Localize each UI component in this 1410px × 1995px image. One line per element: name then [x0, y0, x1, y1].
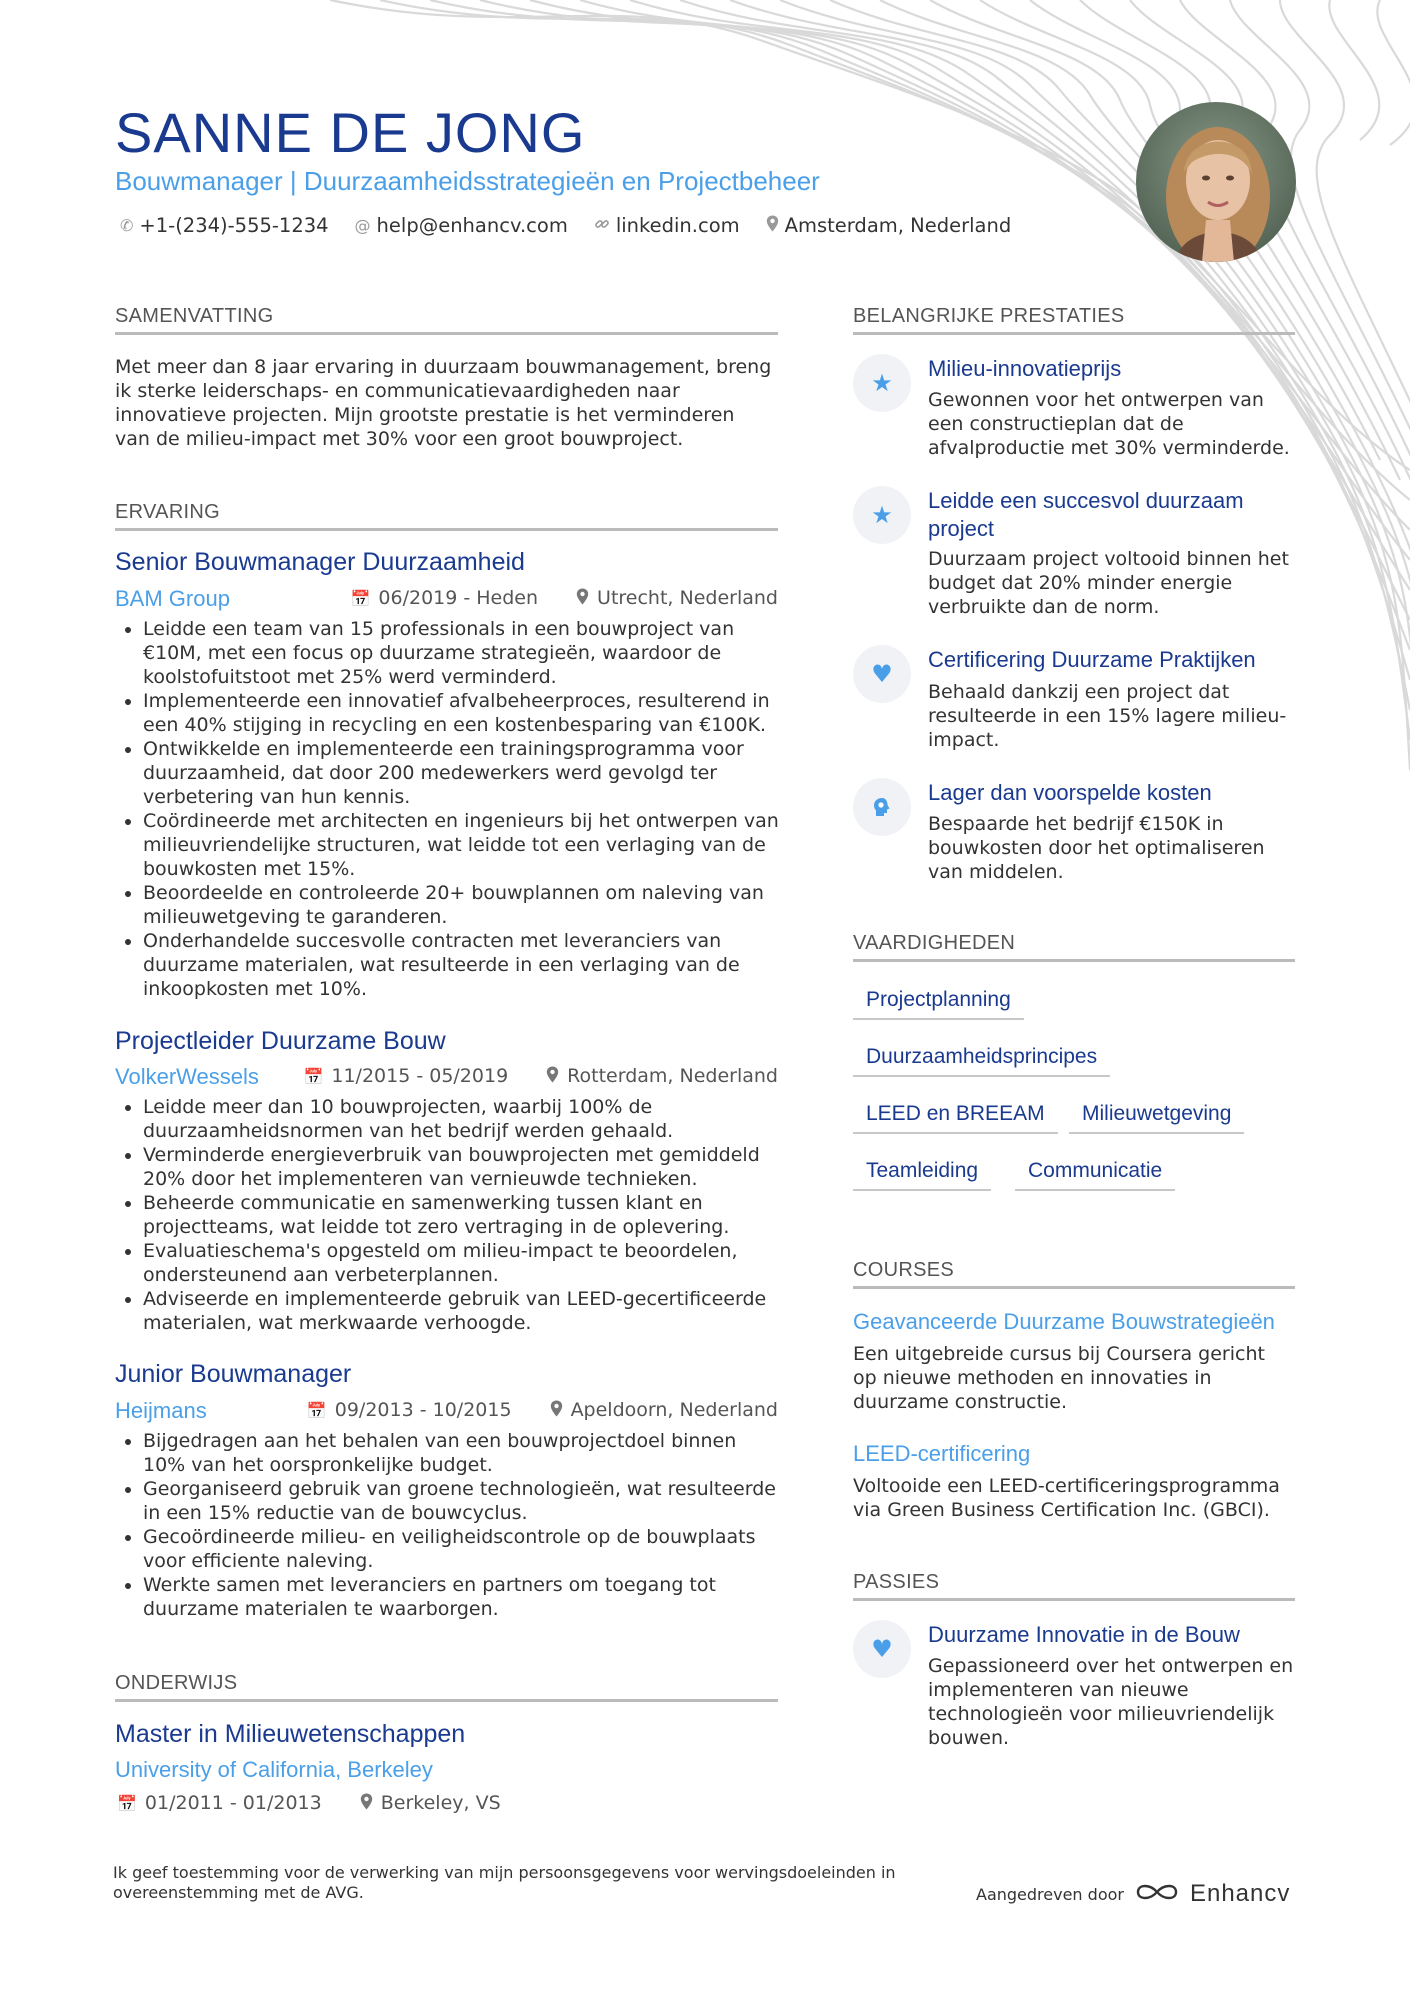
course-title: Geavanceerde Duurzame Bouwstrategieën — [853, 1309, 1275, 1334]
job-meta — [303, 1065, 778, 1087]
list-item: • Beheerde communicatie en samenwerking tussen klant en projectteams, wat leidde tot zero vertraging in de oplevering. — [143, 1191, 783, 1239]
course-desc: Een uitgebreide cursus bij Coursera gericht op nieuwe methoden en innovaties in duurzame constructie. — [853, 1343, 1265, 1413]
job-company: Heijmans — [115, 1398, 207, 1423]
education-meta — [117, 1792, 501, 1814]
heart-icon: ♥ — [853, 645, 911, 703]
calendar-icon: 📅 — [303, 1066, 324, 1086]
list-item: • Gecoördineerde milieu- en veiligheidscontrole op de bouwplaats voor efficiente naleving. — [143, 1525, 783, 1573]
education-school: University of California, Berkeley — [115, 1757, 433, 1782]
at-icon: @ — [354, 216, 371, 235]
section-title-education: ONDERWIJS — [115, 1672, 778, 1702]
list-item: • Bijgedragen aan het behalen van een bouwprojectdoel binnen 10% van het oorspronkelijke budget. — [143, 1429, 783, 1477]
calendar-icon: 📅 — [306, 1400, 327, 1420]
job-title: Junior Bouwmanager — [115, 1360, 352, 1388]
achievement-desc: Bespaarde het bedrijf €150K in bouwkosten door het optimaliseren van middelen. — [928, 813, 1265, 883]
section-title-summary: SAMENVATTING — [115, 305, 778, 335]
job-title: Projectleider Duurzame Bouw — [115, 1027, 446, 1055]
list-item: • Leidde een team van 15 professionals in een bouwproject van €10M, met een focus op duurzame strategieën, waardoor de koolstofuitstoot met 25% werd verminderd. — [143, 617, 783, 689]
powered-by-label: Aangedreven door — [976, 1884, 1124, 1904]
heart-icon: ♥ — [853, 1620, 911, 1678]
achievement-title: Milieu-innovatieprijs — [928, 356, 1122, 381]
job-location: Apeldoorn, Nederland — [570, 1399, 778, 1421]
contact-email[interactable] — [355, 214, 568, 237]
course-title: LEED-certificering — [853, 1441, 1031, 1466]
list-item: • Coördineerde met architecten en ingenieurs bij het ontwerpen van milieuvriendelijke structuren, wat leidde tot een verlaging van de bouwkosten met 15%. — [143, 809, 783, 881]
skill-tag: Teamleiding — [853, 1159, 991, 1191]
powered-by[interactable] — [976, 1880, 1290, 1908]
job-bullets — [115, 1095, 783, 1335]
calendar-icon: 📅 — [117, 1793, 137, 1813]
job-company: VolkerWessels — [115, 1064, 259, 1089]
skill-tag: Communicatie — [1015, 1159, 1175, 1191]
education-dates: 01/2011 - 01/2013 — [144, 1792, 322, 1814]
education-degree: Master in Milieuwetenschappen — [115, 1720, 466, 1748]
list-item: • Verminderde energieverbruik van bouwprojecten met gemiddeld 20% door het implementeren van vernieuwde technieken. — [143, 1143, 783, 1191]
passion-desc: Gepassioneerd over het ontwerpen en implementeren van nieuwe technologieën voor milieuvriendelijk bouwen. — [928, 1655, 1294, 1749]
section-title-passions: PASSIES — [853, 1571, 1295, 1601]
enhancv-logo-icon — [1134, 1880, 1180, 1908]
section-title-courses: COURSES — [853, 1259, 1295, 1289]
skill-tag: Duurzaamheidsprincipes — [853, 1045, 1110, 1077]
list-item: • Beoordeelde en controleerde 20+ bouwplannen om naleving van milieuwetgeving te garanderen. — [143, 881, 783, 929]
job-bullets — [115, 1429, 783, 1621]
job-location: Utrecht, Nederland — [597, 587, 778, 609]
profile-photo — [1136, 102, 1296, 262]
location-pin-icon — [546, 1066, 559, 1087]
phone-icon: ✆ — [120, 216, 134, 235]
candidate-headline: Bouwmanager | Duurzaamheidsstrategieën en Projectbeheer — [115, 166, 820, 196]
list-item: • Werkte samen met leveranciers en partners om toegang tot duurzame materialen te waarborgen. — [143, 1573, 783, 1621]
contact-linkedin[interactable] — [594, 214, 740, 237]
email-text: help@enhancv.com — [376, 214, 568, 237]
list-item: • Leidde meer dan 10 bouwprojecten, waarbij 100% de duurzaamheidsnormen van het bedrijf werden gehaald. — [143, 1095, 783, 1143]
phone-text: +1-(234)-555-1234 — [139, 214, 329, 237]
summary-text: Met meer dan 8 jaar ervaring in duurzaam bouwmanagement, breng ik sterke leiderschaps- en communicatievaardigheden naar innovatieve projecten. Mijn grootste prestatie is het verminderen van de milieu-impact met 30% voor een groot bouwproject. — [115, 356, 772, 450]
enhancv-brand: Enhancv — [1189, 1880, 1291, 1907]
list-item: • Onderhandelde succesvolle contracten met leveranciers van duurzame materialen, wat resulteerde in een verlaging van de inkoopkosten met 10%. — [143, 929, 783, 1001]
achievement-title: Lager dan voorspelde kosten — [928, 780, 1212, 805]
contact-phone[interactable] — [120, 214, 329, 237]
job-location: Rotterdam, Nederland — [567, 1065, 778, 1087]
achievement-desc: Behaald dankzij een project dat resulteerde in een 15% lagere milieu-impact. — [928, 681, 1287, 751]
passion-title: Duurzame Innovatie in de Bouw — [928, 1622, 1240, 1647]
link-icon — [594, 216, 610, 236]
job-company: BAM Group — [115, 586, 230, 611]
job-dates: 11/2015 - 05/2019 — [331, 1065, 509, 1087]
contact-location — [766, 214, 1012, 237]
location-pin-icon — [576, 588, 589, 609]
skill-tag: Projectplanning — [853, 988, 1024, 1020]
job-meta — [350, 587, 778, 609]
list-item: • Ontwikkelde en implementeerde een trainingsprogramma voor duurzaamheid, dat door 200 medewerkers werd gevolgd ter verbetering van hun kennis. — [143, 737, 783, 809]
education-location: Berkeley, VS — [380, 1792, 501, 1814]
job-dates: 09/2013 - 10/2015 — [334, 1399, 512, 1421]
location-text: Amsterdam, Nederland — [784, 214, 1012, 237]
section-title-experience: ERVARING — [115, 501, 778, 531]
star-icon: ★ — [853, 486, 911, 544]
candidate-name: SANNE DE JONG — [115, 101, 586, 164]
job-bullets — [115, 617, 783, 1001]
list-item: • Evaluatieschema's opgesteld om milieu-impact te beoordelen, ondersteunend aan verbeterplannen. — [143, 1239, 783, 1287]
achievement-title: Certificering Duurzame Praktijken — [928, 647, 1256, 672]
course-desc: Voltooide een LEED-certificeringsprogramma via Green Business Certification Inc. (GBCI). — [853, 1475, 1280, 1521]
job-dates: 06/2019 - Heden — [378, 587, 539, 609]
list-item: • Implementeerde een innovatief afvalbeheerproces, resulterend in een 40% stijging in recycling en een kostenbesparing van €100K. — [143, 689, 783, 737]
lightbulb-head-icon — [853, 778, 911, 836]
star-icon: ★ — [853, 354, 911, 412]
linkedin-text: linkedin.com — [615, 214, 740, 237]
location-pin-icon — [550, 1400, 563, 1421]
section-title-skills: VAARDIGHEDEN — [853, 932, 1295, 962]
skill-tag: Milieuwetgeving — [1069, 1102, 1244, 1134]
achievement-desc: Duurzaam project voltooid binnen het budget dat 20% minder energie verbruikte dan de norm. — [928, 548, 1289, 618]
calendar-icon: 📅 — [350, 588, 371, 608]
contact-bar — [120, 214, 1011, 237]
list-item: • Adviseerde en implementeerde gebruik van LEED-gecertificeerde materialen, wat merkwaarde verhoogde. — [143, 1287, 783, 1335]
achievement-desc: Gewonnen voor het ontwerpen van een constructieplan dat de afvalproductie met 30% verminderde. — [928, 389, 1290, 459]
job-title: Senior Bouwmanager Duurzaamheid — [115, 548, 525, 576]
skill-tag: LEED en BREEAM — [853, 1102, 1058, 1134]
job-meta — [307, 1399, 778, 1421]
list-item: • Georganiseerd gebruik van groene technologieën, wat resulteerde in een 15% reductie van de bouwcyclus. — [143, 1477, 783, 1525]
achievement-title: Leidde een succesvol duurzaam project — [928, 488, 1244, 541]
location-pin-icon — [766, 215, 779, 236]
section-title-achievements: BELANGRIJKE PRESTATIES — [853, 305, 1295, 335]
gdpr-consent: Ik geef toestemming voor de verwerking van mijn persoonsgegevens voor wervingsdoeleinden in overeenstemming met de AVG. — [113, 1863, 896, 1902]
location-pin-icon — [360, 1793, 373, 1814]
